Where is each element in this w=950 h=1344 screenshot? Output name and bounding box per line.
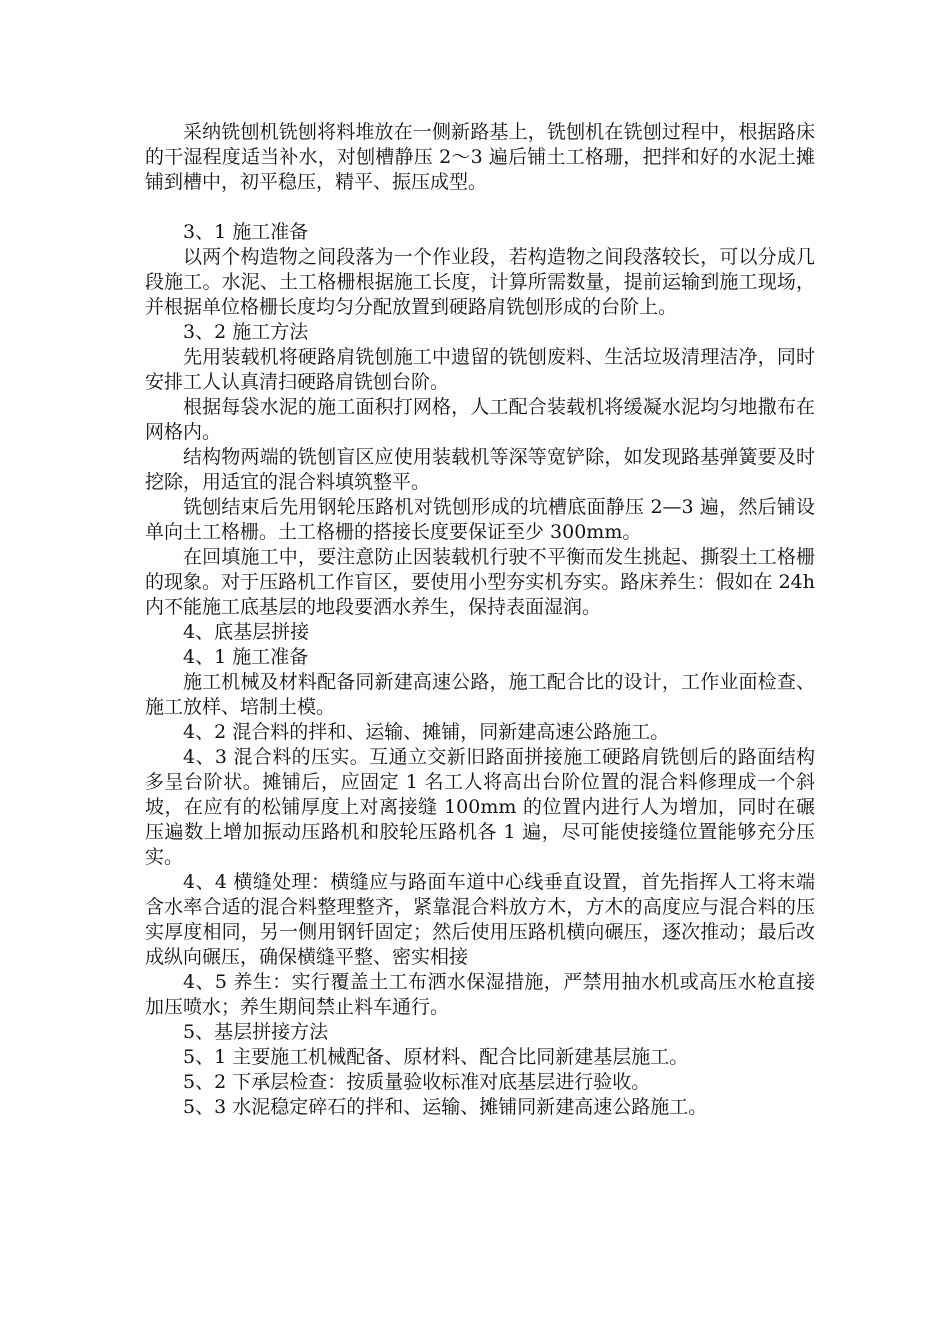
paragraph: 以两个构造物之间段落为一个作业段，若构造物之间段落较长，可以分成几段施工。水泥、土工格栅根据施工长度，计算所需数量，提前运输到施工现场，并根据单位格栅长度均匀分配放置到硬路肩铣刨形成的台阶上。: [145, 246, 815, 318]
paragraph: 施工机械及材料配备同新建高速公路，施工配合比的设计，工作业面检查、施工放样、培制土模。: [145, 671, 815, 718]
paragraph: 根据每袋水泥的施工面积打网格，人工配合装载机将缓凝水泥均匀地撒布在网格内。: [145, 396, 815, 443]
paragraph: 4、5 养生：实行覆盖土工布洒水保湿措施，严禁用抽水机或高压水枪直接加压喷水；养生期间禁止料车通行。: [145, 971, 815, 1018]
paragraph: 5、3 水泥稳定碎石的拌和、运输、摊铺同新建高速公路施工。: [183, 1096, 708, 1118]
section-heading: 4、底基层拼接: [183, 621, 310, 643]
paragraph: 4、2 混合料的拌和、运输、摊铺，同新建高速公路施工。: [183, 721, 670, 743]
section-heading: 3、2 施工方法: [183, 321, 309, 343]
paragraph: 5、2 下承层检查：按质量验收标准对底基层进行验收。: [183, 1071, 651, 1093]
paragraph: 结构物两端的铣刨盲区应使用装载机等深等宽铲除，如发现路基弹簧要及时挖除，用适宜的混合料填筑整平。: [145, 446, 815, 493]
paragraph: 采纳铣刨机铣刨将料堆放在一侧新路基上，铣刨机在铣刨过程中，根据路床的干湿程度适当补水，对刨槽静压 2～3 遍后铺土工格珊，把拌和好的水泥土摊铺到槽中，初平稳压，精平、振压成型。: [145, 121, 815, 193]
section-heading: 3、1 施工准备: [183, 221, 309, 243]
paragraph: 铣刨结束后先用钢轮压路机对铣刨形成的坑槽底面静压 2—3 遍，然后铺设单向土工格栅。土工格栅的搭接长度要保证至少 300mm。: [145, 496, 815, 543]
section-heading: 4、1 施工准备: [183, 646, 309, 668]
paragraph-spacer: [145, 195, 815, 220]
document-body: [145, 120, 815, 1120]
paragraph: 先用装载机将硬路肩铣刨施工中遗留的铣刨废料、生活垃圾清理洁净，同时安排工人认真清扫硬路肩铣刨台阶。: [145, 346, 815, 393]
paragraph: 4、3 混合料的压实。互通立交新旧路面拼接施工硬路肩铣刨后的路面结构多呈台阶状。摊铺后，应固定 1 名工人将高出台阶位置的混合料修理成一个斜坡，在应有的松铺厚度上对离接缝 100mm 的位置内进行人为增加，同时在碾压遍数上增加振动压路机和胶轮压路机各 1 遍，尽可能使接缝位置能够充分压实。: [145, 746, 815, 868]
paragraph: 4、4 横缝处理：横缝应与路面车道中心线垂直设置，首先指挥人工将末端含水率合适的混合料整理整齐，紧靠混合料放方木，方木的高度应与混合料的压实厚度相同，另一侧用钢钎固定；然后使用压路机横向碾压，逐次推动；最后改成纵向碾压，确保横缝平整、密实相接: [145, 871, 815, 968]
paragraph: 在回填施工中，要注意防止因装载机行驶不平衡而发生挑起、撕裂土工格栅的现象。对于压路机工作盲区，要使用小型夯实机夯实。路床养生：假如在 24h 内不能施工底基层的地段要洒水养生，保持表面湿润。: [145, 546, 815, 618]
paragraph: 5、1 主要施工机械配备、原材料、配合比同新建基层施工。: [183, 1046, 689, 1068]
section-heading: 5、基层拼接方法: [183, 1021, 329, 1043]
